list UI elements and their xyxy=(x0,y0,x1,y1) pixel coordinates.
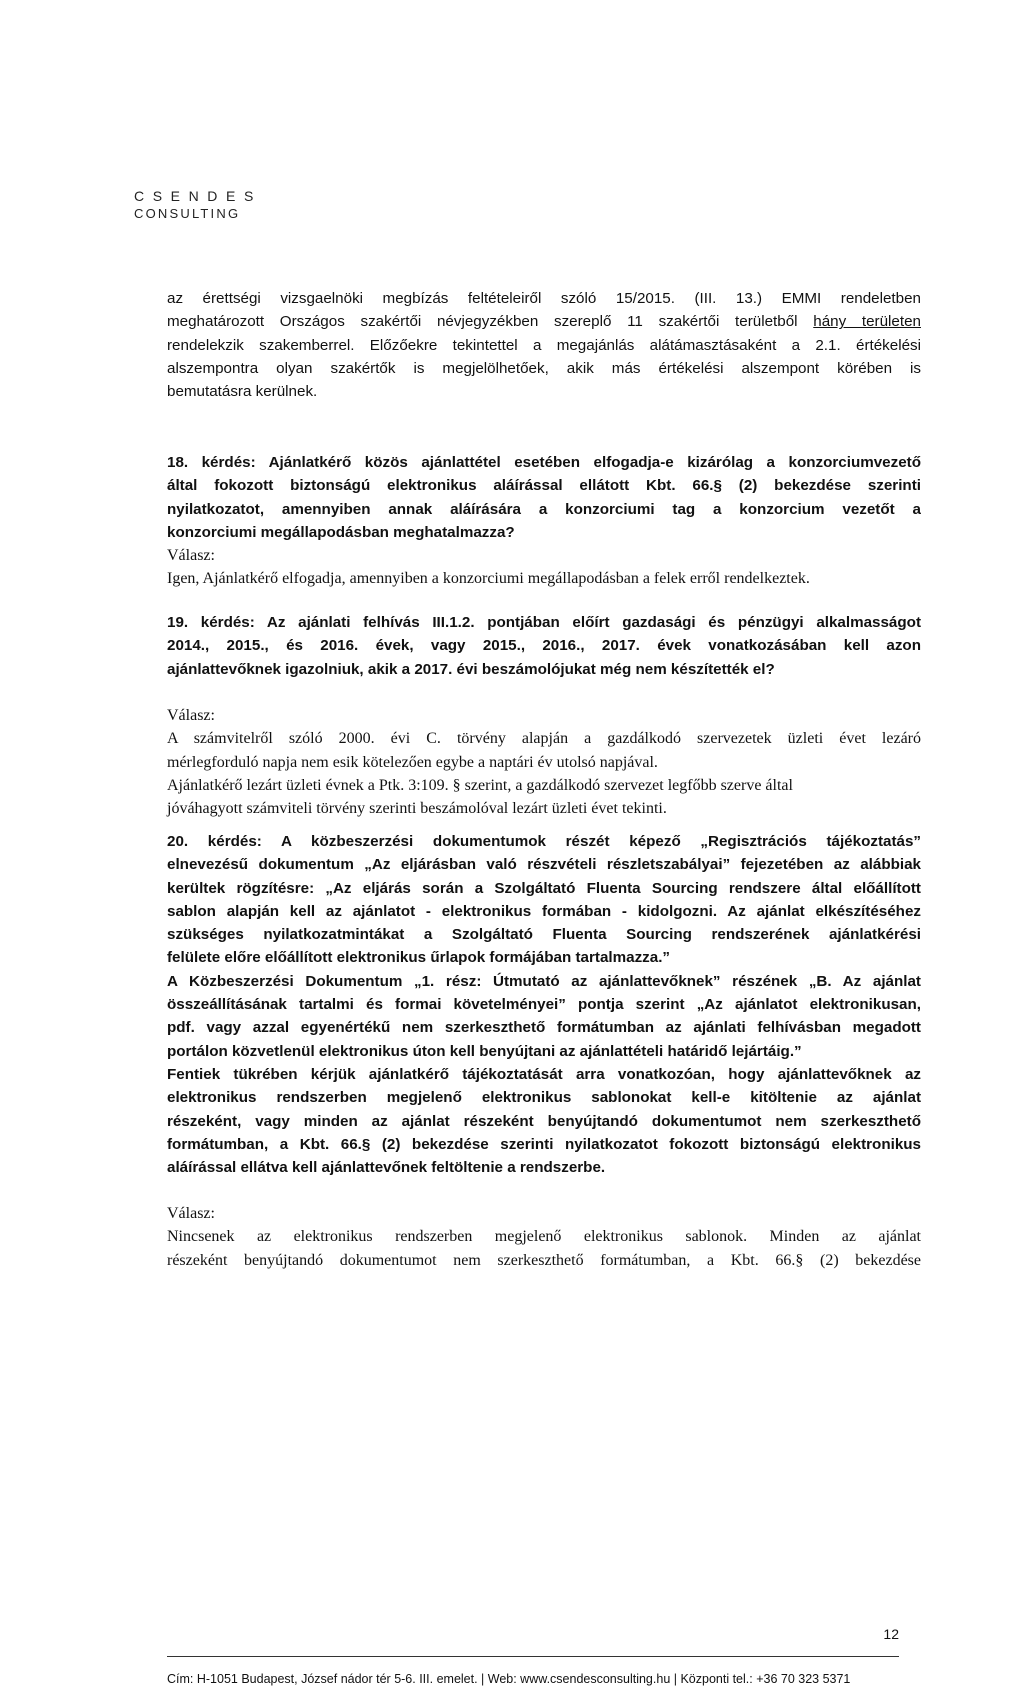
answer-line: A számvitelről szóló 2000. évi C. törvény alapján a gazdálkodó szervezetek üzleti évet lezáró xyxy=(167,730,921,748)
company-logo xyxy=(134,188,262,222)
question-line: kerültek rögzítésre: „Az eljárás során a Szolgáltató Fluenta Sourcing rendszere által előállított xyxy=(167,879,921,897)
answer-20 xyxy=(167,1202,921,1272)
logo-line-1: CSENDES xyxy=(134,188,262,204)
question-line: elnevezésű dokumentum „Az eljárásban való részvételi részletszabályai” fejezetében az alábbiak xyxy=(167,856,921,874)
question-line: pdf. vagy azzal egyenértékű nem szerkeszthető formátumban az ajánlati felhívásban megadott xyxy=(167,1019,921,1037)
answer-18 xyxy=(167,544,921,591)
answer-line: Nincsenek az elektronikus rendszerben megjelenő elektronikus sablonok. Minden az ajánlat xyxy=(167,1228,921,1246)
question-20 xyxy=(167,830,921,1179)
page-number: 12 xyxy=(883,1626,899,1642)
intro-line: meghatározott Országos szakértői névjegyzékben szereplő 11 szakértői területből hány területen xyxy=(167,313,921,331)
question-line: sablon alapján kell az ajánlatot - elektronikus formában - kidolgozni. Az ajánlat elkészítéséhez xyxy=(167,902,921,920)
question-line: szükséges nyilatkozatmintákat a Szolgáltató Fluenta Sourcing rendszerének ajánlatkérési xyxy=(167,926,921,944)
answer-label: Válasz: xyxy=(167,707,215,724)
intro-line: rendelekzik szakemberrel. Előzőekre tekintettel a megajánlás alátámasztásaként a 2.1. értékelési xyxy=(167,336,921,354)
answer-line: részeként benyújtandó dokumentumot nem szerkeszthető formátumban, a Kbt. 66.§ (2) bekezdése xyxy=(167,1251,921,1269)
intro-line: bemutatásra kerülnek. xyxy=(167,383,318,401)
question-line: 18. kérdés: Ajánlatkérő közös ajánlattétel esetében elfogadja-e kizárólag a konzorciumvezető xyxy=(167,454,921,471)
question-line: A Közbeszerzési Dokumentum „1. rész: Útmutató az ajánlattevőknek” részének „B. Az ajánlat xyxy=(167,972,921,990)
question-line: elektronikus rendszerben megjelenő elektronikus sablonokat kell-e kitöltenie az ajánlat xyxy=(167,1089,921,1107)
answer-label: Válasz: xyxy=(167,547,215,564)
intro-line: alszempontra olyan szakértők is megjelölhetőek, akik más értékelési alszempont körében is xyxy=(167,359,921,377)
question-line: részeként, vagy minden az ajánlat részeként benyújtandó dokumentumot nem szerkeszthető xyxy=(167,1112,921,1130)
question-line: 2014., 2015., és 2016. évek, vagy 2015., 2016., 2017. évek vonatkozásában kell azon xyxy=(167,637,921,655)
question-line: összeállításának tartalmi és formai követelményei” pontja szerint „Az ajánlatot elektronikusan, xyxy=(167,996,921,1014)
question-line: formátumban, a Kbt. 66.§ (2) bekezdése szerinti nyilatkozatot fokozott biztonságú elektronikus xyxy=(167,1135,921,1153)
intro-paragraph xyxy=(167,287,921,403)
footer-address: Cím: H-1051 Budapest, József nádor tér 5-6. III. emelet. | Web: www.csendesconsulting.hu | Központi tel.: +36 70 323 5371 xyxy=(167,1672,851,1686)
answer-19 xyxy=(167,704,921,820)
question-19 xyxy=(167,611,921,681)
question-line: portálon közvetlenül elektronikus úton kell benyújtani az ajánlattételi határidő lejártáig.” xyxy=(167,1042,802,1060)
question-line: felülete előre előállított elektronikus űrlapok formájában tartalmazza.” xyxy=(167,949,671,967)
answer-line: mérlegforduló napja nem esik kötelezően egybe a naptári év utolsó napjával. xyxy=(167,753,658,771)
underlined-text: hány területen xyxy=(813,313,921,331)
question-line: által fokozott biztonságú elektronikus aláírással ellátott Kbt. 66.§ (2) bekezdése szerinti xyxy=(167,477,921,495)
question-line: aláírással ellátva kell ajánlattevőnek feltöltenie a rendszerbe. xyxy=(167,1159,606,1177)
question-line: Fentiek tükrében kérjük ajánlatkérő tájékoztatását arra vonatkozóan, hogy ajánlattevőknek az xyxy=(167,1065,921,1083)
question-line: nyilatkozatot, amennyiben annak aláírására a konzorciumi tag a konzorcium vezetőt a xyxy=(167,500,921,518)
question-line: 20. kérdés: A közbeszerzési dokumentumok részét képező „Regisztrációs tájékoztatás” xyxy=(167,833,921,850)
logo-line-2: CONSULTING xyxy=(134,206,241,221)
intro-line: az érettségi vizsgaelnöki megbízás feltételeiről szóló 15/2015. (III. 13.) EMMI rendeletben xyxy=(167,290,921,307)
question-line: konzorciumi megállapodásban meghatalmazza? xyxy=(167,523,515,541)
answer-line: Ajánlatkérő lezárt üzleti évnek a Ptk. 3:109. § szerint, a gazdálkodó szervezet legfőbb szerve által xyxy=(167,776,793,794)
answer-label: Válasz: xyxy=(167,1205,215,1222)
question-line: ajánlattevőknek igazolniuk, akik a 2017. évi beszámolójukat még nem készítették el? xyxy=(167,660,775,678)
answer-line: Igen, Ajánlatkérő elfogadja, amennyiben a konzorciumi megállapodásban a felek erről rendelkeztek. xyxy=(167,570,810,588)
answer-line: jóváhagyott számviteli törvény szerinti beszámolóval lezárt üzleti évet tekinti. xyxy=(167,800,667,818)
question-line: 19. kérdés: Az ajánlati felhívás III.1.2. pontjában előírt gazdasági és pénzügyi alkalmasságot xyxy=(167,614,921,631)
question-18 xyxy=(167,451,921,544)
footer-divider xyxy=(167,1656,899,1657)
